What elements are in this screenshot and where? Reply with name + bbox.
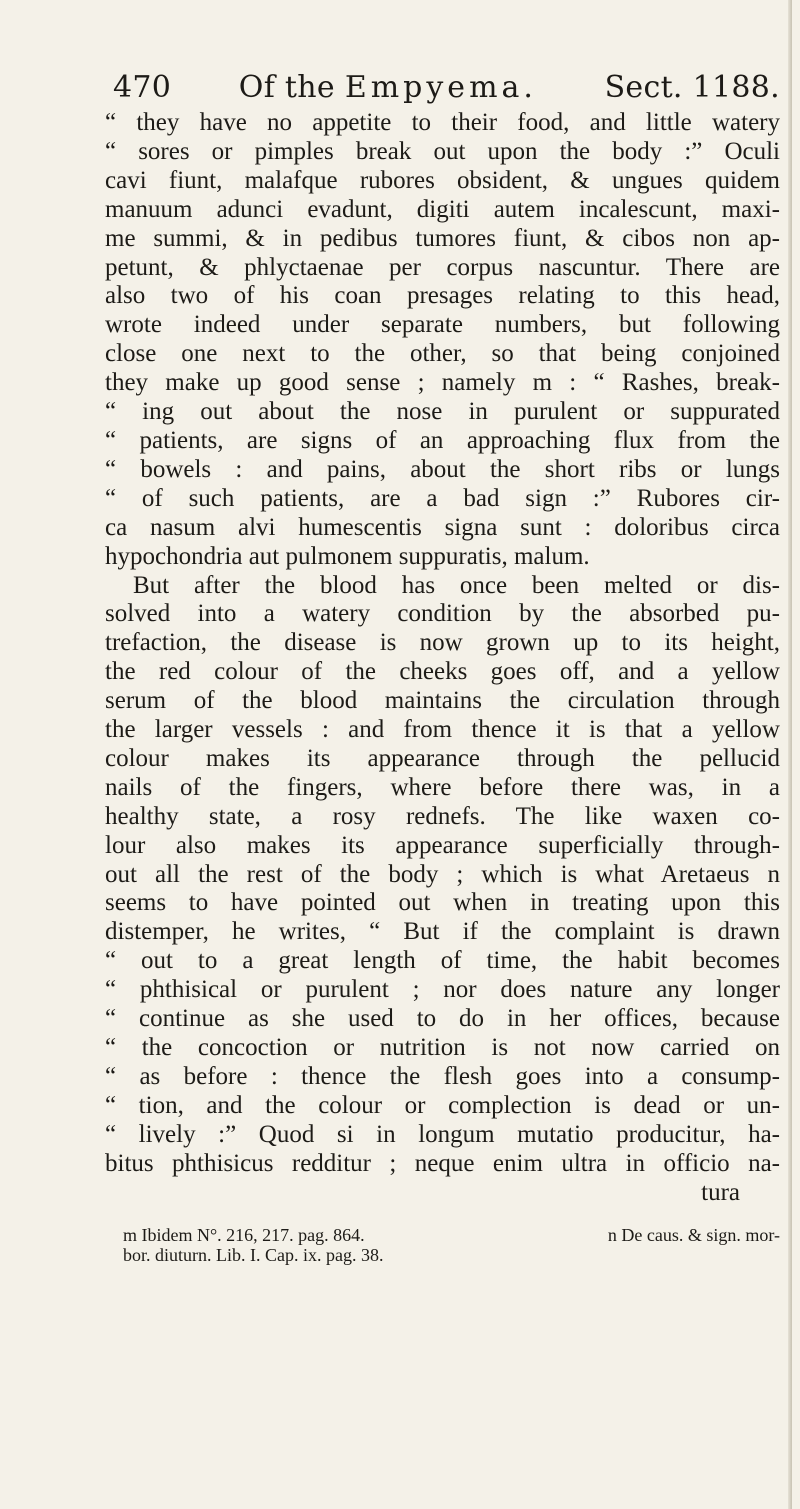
text-line: “ lively :” Quod si in longum mutatio producitur, ha- — [105, 1120, 780, 1148]
text-line: the red colour of the cheeks goes off, and a yellow — [105, 658, 780, 686]
text-line: manuum adunci evadunt, digiti autem incalescunt, maxi- — [105, 195, 780, 223]
footnotes — [95, 1225, 780, 1265]
running-header — [113, 70, 780, 105]
title-name: Empyema. — [344, 70, 537, 105]
text-line: “ bowels : and pains, about the short ribs or lungs — [105, 455, 780, 483]
footnote-m: m Ibidem N°. 216, 217. pag. 864. — [123, 1225, 365, 1246]
text-line: they make up good sense ; namely m : “ Rashes, break- — [105, 369, 780, 397]
text-line: nails of the fingers, where before there was, in a — [105, 773, 780, 801]
title-prefix: Of the — [238, 70, 335, 105]
text-line: distemper, he writes, “ But if the complaint is drawn — [105, 918, 780, 946]
footnote-row — [123, 1225, 780, 1245]
body-text — [95, 109, 780, 1207]
text-line: seems to have pointed out when in treating upon this — [105, 889, 780, 917]
running-title — [239, 70, 537, 105]
footnote-n: n De caus. & sign. mor- — [607, 1225, 780, 1246]
text-line: “ out to a great length of time, the habit becomes — [105, 947, 780, 975]
text-line: lour also makes its appearance superficially through- — [105, 831, 780, 859]
page-number: 470 — [113, 70, 172, 105]
text-line: serum of the blood maintains the circulation through — [105, 687, 780, 715]
text-line: the larger vessels : and from thence it is that a yellow — [105, 716, 780, 744]
text-line: hypochondria aut pulmonem suppuratis, malum. — [105, 542, 590, 570]
text-line: “ they have no appetite to their food, and little watery — [105, 109, 780, 136]
footnote-continuation: bor. diuturn. Lib. I. Cap. ix. pag. 38. — [123, 1245, 384, 1266]
text-line: “ continue as she used to do in her offices, because — [105, 1005, 780, 1033]
text-line: colour makes its appearance through the pellucid — [105, 744, 780, 772]
text-line: close one next to the other, so that being conjoined — [105, 340, 780, 368]
text-line: also two of his coan presages relating to this head, — [105, 282, 780, 310]
text-line: petunt, & phlyctaenae per corpus nascuntur. There are — [105, 253, 780, 281]
text-line: wrote indeed under separate numbers, but following — [105, 311, 780, 339]
text-line: “ sores or pimples break out upon the body :” Oculi — [105, 137, 780, 165]
text-line: “ patients, are signs of an approaching flux from the — [105, 426, 780, 454]
catchword: tura — [701, 1178, 740, 1206]
text-line: “ phthisical or purulent ; nor does nature any longer — [105, 976, 780, 1004]
text-line: healthy state, a rosy rednefs. The like waxen co- — [105, 802, 780, 830]
text-line: cavi fiunt, malafque rubores obsident, & ungues quidem — [105, 166, 780, 194]
text-line: “ the concoction or nutrition is not now carried on — [105, 1034, 780, 1061]
text-line: bitus phthisicus redditur ; neque enim ultra in officio na- — [105, 1149, 780, 1177]
text-line: me summi, & in pedibus tumores fiunt, & cibos non ap- — [105, 224, 780, 252]
text-line: “ of such patients, are a bad sign :” Rubores cir- — [105, 484, 780, 512]
text-line: solved into a watery condition by the absorbed pu- — [105, 600, 780, 628]
text-line: ca nasum alvi humescentis signa sunt : doloribus circa — [105, 513, 780, 541]
text-line: out all the rest of the body ; which is what Aretaeus n — [105, 860, 780, 888]
book-page — [95, 70, 780, 1265]
text-line: trefaction, the disease is now grown up to its height, — [105, 629, 780, 657]
text-line: “ as before : thence the flesh goes into a consump- — [105, 1062, 780, 1090]
section-number: Sect. 1188. — [604, 70, 780, 105]
text-line: But after the blood has once been melted or dis- — [133, 571, 780, 599]
page-edge — [788, 0, 792, 1509]
text-line: “ ing out about the nose in purulent or suppurated — [105, 398, 780, 426]
text-line: “ tion, and the colour or complection is dead or un- — [105, 1091, 780, 1119]
